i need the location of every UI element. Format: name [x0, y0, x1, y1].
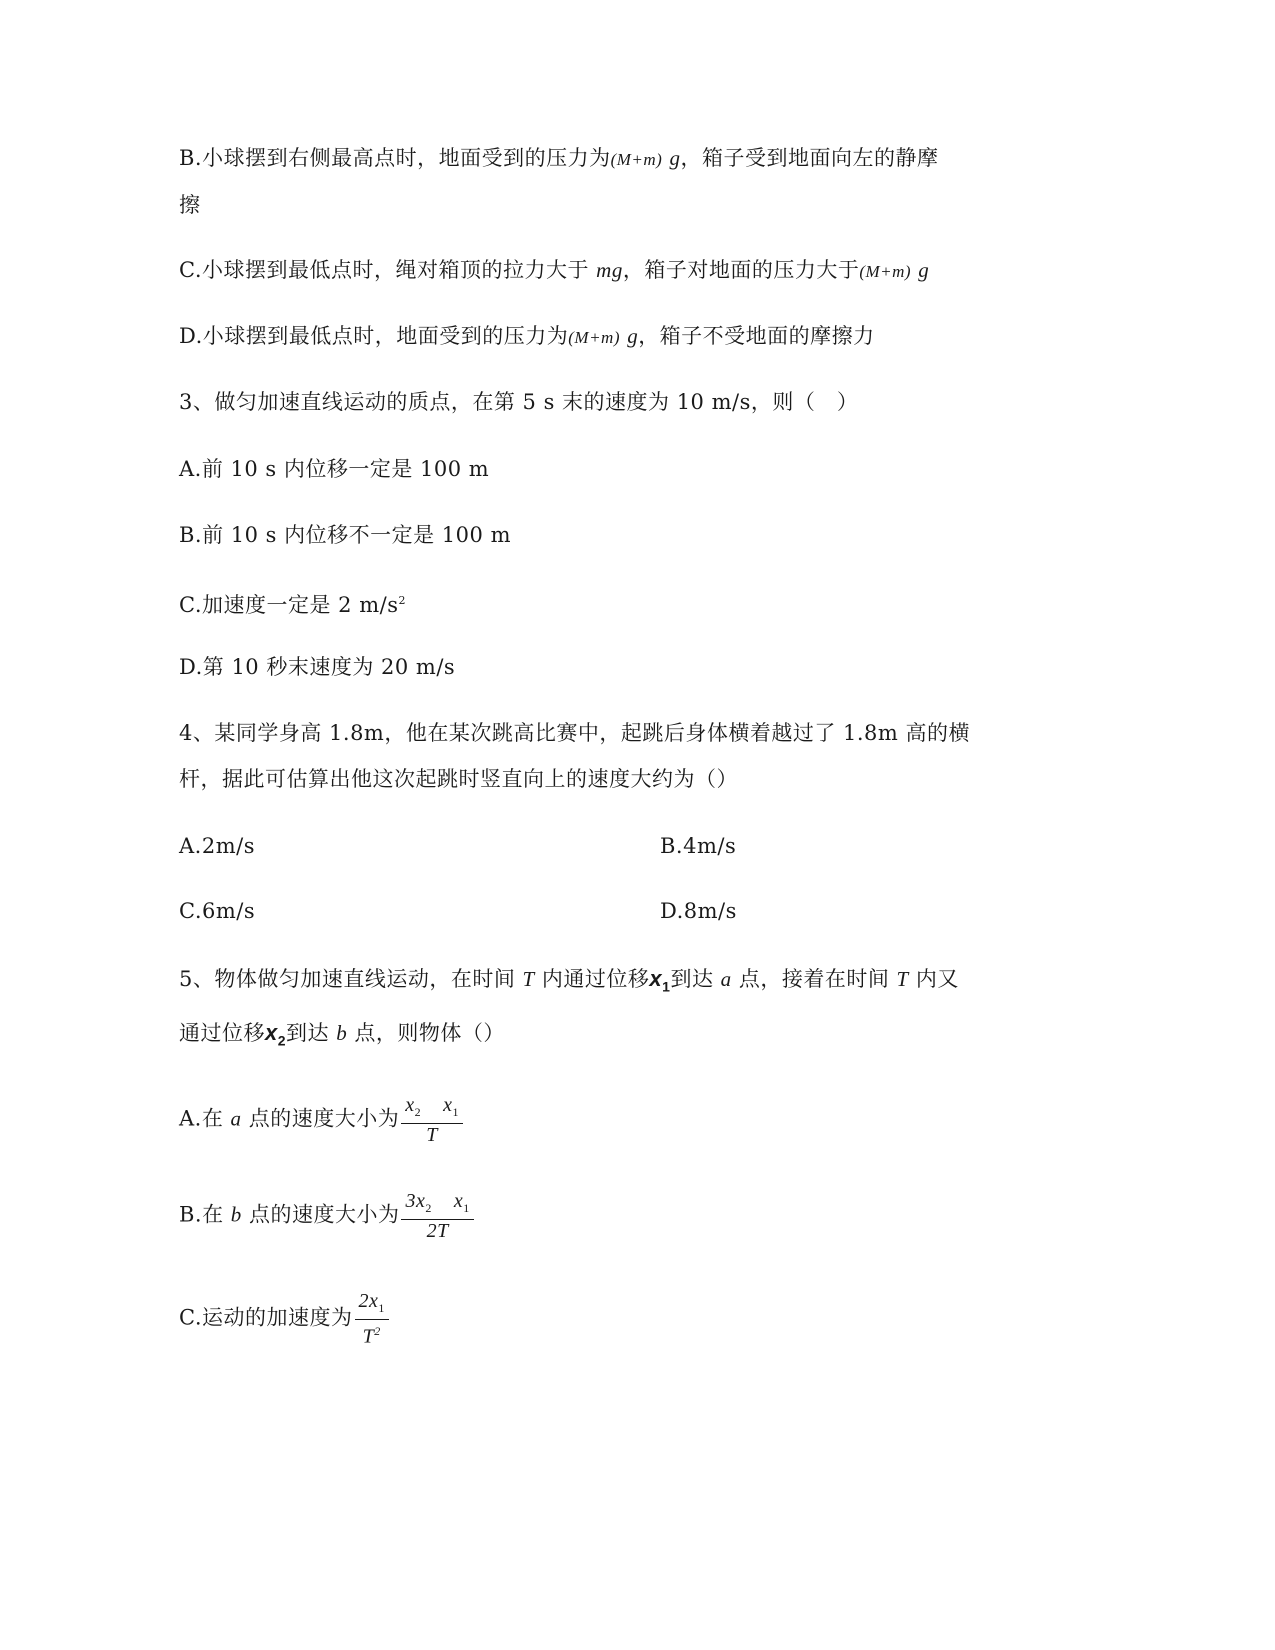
q2-option-c-text-2: ，箱子对地面的压力大于: [622, 258, 860, 282]
q5-text: 点，接着在时间: [731, 967, 897, 991]
q2-option-b-continued: [179, 192, 201, 218]
q2-option-d-text: D.小球摆到最低点时，地面受到的压力为: [179, 324, 569, 348]
q4-option-a: A.2m/s: [179, 834, 255, 858]
q3-option-c-text: C.加速度一定是 2 m/s: [179, 593, 399, 617]
var-x: x: [405, 1094, 415, 1116]
mass-sum: (M+m): [859, 262, 912, 281]
x-symbol: x: [265, 1020, 278, 1045]
q5-option-a-text: A.在: [179, 1106, 231, 1131]
q5-text: 5、物体做匀加速直线运动，在时间: [179, 967, 523, 991]
q2-option-b-text: B.小球摆到右侧最高点时，地面受到的压力为: [179, 146, 611, 170]
exponent: 2: [398, 594, 406, 607]
q5-stem-line2: [179, 1020, 505, 1053]
q4-stem-line1: 4、某同学身高 1.8m，他在某次跳高比赛中，起跳后身体横着越过了 1.8m 高的横: [179, 721, 971, 745]
mass-sum: (M+m): [568, 328, 620, 347]
displacement-x2: [265, 1020, 287, 1049]
weight-mg: mg: [596, 258, 623, 282]
subscript: 2: [414, 1105, 422, 1119]
q5-text: 到达: [286, 1021, 337, 1045]
subscript: 1: [662, 978, 671, 995]
exponent: 2: [374, 1324, 381, 1338]
subscript: 2: [425, 1201, 432, 1215]
q5-option-c: [179, 1290, 389, 1348]
subscript: 1: [452, 1105, 459, 1119]
q4-stem-line2: 杆，据此可估算出他这次起跳时竖直向上的速度大约为（）: [179, 767, 738, 791]
point-b: b: [336, 1021, 348, 1045]
var-3x: 3x: [405, 1190, 426, 1212]
q5-text: 内通过位移: [534, 967, 650, 991]
q2-option-c-text: C.小球摆到最低点时，绳对箱顶的拉力大于: [179, 258, 597, 282]
q3-option-b: B.前 10 s 内位移不一定是 100 m: [179, 523, 511, 547]
q4-option-c: C.6m/s: [179, 899, 256, 923]
q5-text: 点，则物体（）: [347, 1021, 505, 1045]
q5-option-b: [179, 1190, 474, 1242]
q5-option-b-text: B.在: [179, 1202, 231, 1227]
denominator: T: [426, 1124, 438, 1146]
point-b: b: [230, 1202, 242, 1227]
point-a: a: [720, 967, 732, 991]
gravity-g: g: [669, 146, 681, 170]
subscript: 2: [277, 1032, 287, 1049]
var-T: T: [362, 1325, 375, 1348]
q2-option-d: [179, 323, 875, 351]
denominator: 2T: [426, 1220, 449, 1242]
q2-option-c: [179, 257, 929, 285]
q5-text: 通过位移: [179, 1021, 265, 1045]
q5-text: 到达: [670, 967, 721, 991]
q2-option-b-text-2: ，箱子受到地面向左的静摩: [680, 146, 939, 170]
x-symbol: x: [649, 966, 663, 991]
mass-sum: (M+m): [610, 150, 663, 169]
numerator: [401, 1190, 473, 1220]
var-x: x: [453, 1190, 464, 1212]
fraction-c: [355, 1290, 389, 1348]
q5-stem-line1: [179, 966, 959, 999]
q2-option-b: [179, 145, 939, 173]
q3-stem: 3、做匀加速直线运动的质点，在第 5 s 末的速度为 10 m/s，则（ ）: [179, 390, 859, 414]
denominator: [363, 1320, 381, 1348]
subscript: 1: [463, 1201, 470, 1215]
q4-option-b: B.4m/s: [660, 834, 737, 858]
q5-option-a-text-2: 点的速度大小为: [241, 1106, 400, 1131]
q5-option-b-text-2: 点的速度大小为: [241, 1202, 400, 1227]
q5-option-c-text: C.运动的加速度为: [179, 1305, 353, 1330]
numerator: [355, 1290, 389, 1320]
q3-option-d: D.第 10 秒末速度为 20 m/s: [179, 655, 456, 679]
point-a: a: [230, 1106, 242, 1131]
displacement-x1: [649, 966, 671, 995]
time-T: T: [896, 967, 909, 991]
q2-option-b-wrap: 擦: [179, 193, 201, 217]
q5-text: 内又: [908, 967, 959, 991]
q3-option-a: A.前 10 s 内位移一定是 100 m: [179, 457, 490, 481]
q2-option-d-text-2: ，箱子不受地面的摩擦力: [638, 324, 875, 348]
gravity-g: g: [627, 324, 639, 348]
time-T: T: [522, 967, 535, 991]
numerator: [401, 1094, 463, 1124]
q3-option-c: [179, 588, 406, 618]
q4-option-d: D.8m/s: [660, 899, 737, 923]
fraction-b: [401, 1190, 473, 1242]
var-x: x: [443, 1094, 453, 1116]
q5-option-a: [179, 1094, 463, 1146]
var-2x: 2x: [358, 1290, 379, 1312]
gravity-g: g: [918, 258, 930, 282]
fraction-a: [401, 1094, 463, 1146]
subscript: 1: [378, 1301, 385, 1315]
